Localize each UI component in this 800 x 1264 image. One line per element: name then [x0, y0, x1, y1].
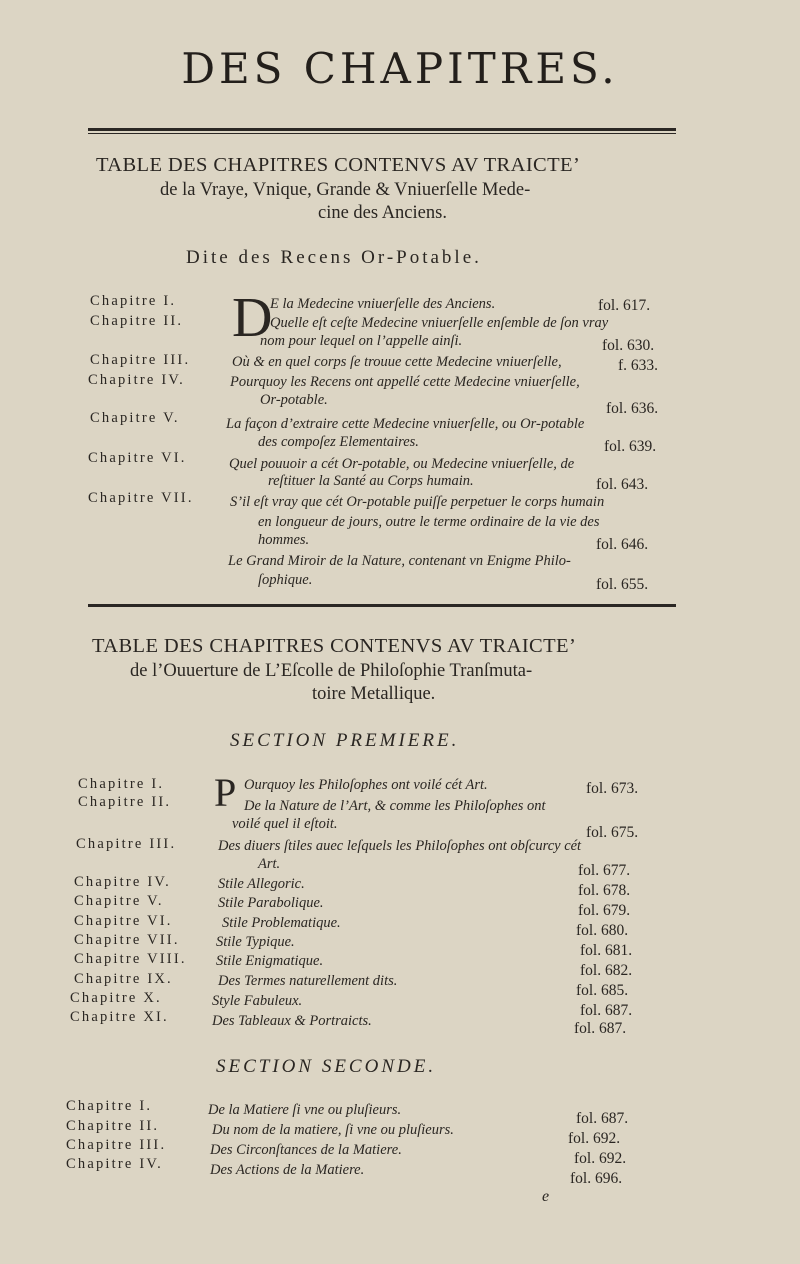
t1-ch2-text1: Quelle eſt ceſte Medecine vniuerſelle enſemble de ſon vray	[270, 315, 609, 331]
t1-ch3-label: Chapitre III.	[90, 352, 191, 368]
t2-s2-ch1-folio: fol. 687.	[576, 1110, 629, 1127]
t2-s1-ch11-label: Chapitre XI.	[70, 1009, 169, 1025]
t2-s2-ch4-text: Des Actions de la Matiere.	[210, 1162, 365, 1178]
t1-ch5-label: Chapitre V.	[90, 410, 180, 426]
t2-s2-ch1-text: De la Matiere ſi vne ou pluſieurs.	[208, 1102, 402, 1118]
table1-subtitle-line1: de la Vraye, Vnique, Grande & Vniuerſelle Mede-	[160, 180, 531, 200]
t2-s1-ch9-text: Des Termes naturellement dits.	[218, 973, 398, 989]
t1-ch7-folio: fol. 646.	[596, 536, 649, 553]
table1-title: TABLE DES CHAPITRES CONTENVS AV TRAICTE’	[96, 154, 581, 176]
t1-ch7-label: Chapitre VII.	[88, 490, 194, 506]
t1-ch2-folio: fol. 630.	[602, 337, 655, 354]
t1-ch6-folio: fol. 643.	[596, 476, 649, 493]
header-rule-thin	[88, 133, 676, 134]
t1-ch6-text1: Quel pouuoir a cét Or-potable, ou Medecine vniuerſelle, de	[229, 456, 575, 472]
t2-s2-ch3-text: Des Circonſtances de la Matiere.	[210, 1142, 402, 1158]
t2-s1-ch8-folio: fol. 682.	[580, 962, 633, 979]
t1-ch3-text: Où & en quel corps ſe trouue cette Medecine vniuerſelle,	[232, 354, 562, 370]
t2-s2-ch4-label: Chapitre IV.	[66, 1156, 164, 1172]
t2-s1-ch6-text: Stile Problematique.	[222, 915, 341, 931]
t2-s1-ch10-label: Chapitre X.	[70, 990, 162, 1006]
t1-ch5-text2: des compoſez Elementaires.	[258, 434, 419, 450]
t2-s1-ch5-label: Chapitre V.	[74, 893, 164, 909]
t1-ch6-label: Chapitre VI.	[88, 450, 187, 466]
t2-s1-ch4-label: Chapitre IV.	[74, 874, 172, 890]
table1-subtitle-line2: cine des Anciens.	[318, 203, 447, 223]
t1-miroir-text2: ſophique.	[258, 572, 313, 588]
table2-title: TABLE DES CHAPITRES CONTENVS AV TRAICTE’	[92, 635, 577, 657]
t2-s1-ch11-text: Des Tableaux & Portraicts.	[212, 1013, 372, 1029]
table2-subtitle-line2: toire Metallique.	[312, 684, 436, 704]
t2-s1-ch4-folio: fol. 678.	[578, 882, 631, 899]
signature-mark: e	[542, 1188, 550, 1205]
dropcap-d: D	[232, 287, 273, 349]
t2-s1-ch5-folio: fol. 679.	[578, 902, 631, 919]
t1-ch5-folio: fol. 639.	[604, 438, 657, 455]
t2-s1-ch1-text: Ourquoy les Philoſophes ont voilé cét Art.	[244, 777, 488, 793]
t2-s1-ch1-label: Chapitre I.	[78, 776, 165, 792]
t2-s1-ch7-text: Stile Typique.	[216, 934, 295, 950]
t2-s1-ch2-folio: fol. 675.	[586, 824, 639, 841]
t2-s1-ch3-text2: Art.	[258, 856, 281, 872]
t2-s2-ch2-folio: fol. 692.	[568, 1130, 621, 1147]
t2-s1-ch5-text: Stile Parabolique.	[218, 895, 324, 911]
t2-s1-ch9-folio: fol. 685.	[576, 982, 629, 999]
running-header: DES CHAPITRES.	[181, 44, 619, 93]
t2-s1-ch7-label: Chapitre VII.	[74, 932, 180, 948]
section-premiere-heading: SECTION PREMIERE.	[230, 730, 460, 751]
t2-s1-ch4-text: Stile Allegoric.	[218, 876, 305, 892]
t1-ch2-label: Chapitre II.	[90, 313, 184, 329]
t2-s1-ch10-text: Style Fabuleux.	[212, 993, 303, 1009]
t1-ch4-label: Chapitre IV.	[88, 372, 186, 388]
t1-miroir-folio: fol. 655.	[596, 576, 649, 593]
t1-ch1-label: Chapitre I.	[90, 293, 177, 309]
section-seconde-heading: SECTION SECONDE.	[216, 1056, 437, 1077]
t1-ch2-text2: nom pour lequel on l’appelle ainſi.	[260, 333, 463, 349]
t2-s2-ch3-folio: fol. 692.	[574, 1150, 627, 1167]
t1-ch4-text2: Or-potable.	[260, 392, 328, 408]
t2-s1-ch6-folio: fol. 680.	[576, 922, 629, 939]
t2-s1-ch2-text1: De la Nature de l’Art, & comme les Philoſophes ont	[244, 798, 546, 814]
t1-ch1-text: E la Medecine vniuerſelle des Anciens.	[270, 296, 496, 312]
dropcap-p: P	[214, 770, 237, 815]
t2-s1-ch11-folio: fol. 687.	[574, 1020, 627, 1037]
t2-s2-ch2-label: Chapitre II.	[66, 1118, 160, 1134]
t1-ch1-folio: fol. 617.	[598, 297, 651, 314]
header-rule	[88, 128, 676, 131]
t2-s1-ch6-label: Chapitre VI.	[74, 913, 173, 929]
t2-s1-ch2-text2: voilé quel il eſtoit.	[232, 816, 338, 832]
t2-s1-ch3-label: Chapitre III.	[76, 836, 177, 852]
t1-ch6-text2: reſtituer la Santé au Corps humain.	[268, 473, 474, 489]
t1-ch3-folio: f. 633.	[618, 357, 659, 374]
t1-ch5-text1: La façon d’extraire cette Medecine vniuerſelle, ou Or-potable	[226, 416, 585, 432]
t1-ch7-text2: en longueur de jours, outre le terme ordinaire de la vie des	[258, 514, 600, 530]
table2-subtitle-line1: de l’Ouuerture de L’Eſcolle de Philoſophie Tranſmuta-	[130, 661, 533, 681]
t1-ch4-text1: Pourquoy les Recens ont appellé cette Medecine vniuerſelle,	[230, 374, 580, 390]
t2-s2-ch3-label: Chapitre III.	[66, 1137, 167, 1153]
t1-ch7-text3: hommes.	[258, 532, 310, 548]
t2-s1-ch2-label: Chapitre II.	[78, 794, 172, 810]
t2-s1-ch3-text1: Des diuers ſtiles auec leſquels les Philoſophes ont obſcurcy cét	[218, 838, 582, 854]
t2-s1-ch1-folio: fol. 673.	[586, 780, 639, 797]
t2-s1-ch10-folio: fol. 687.	[580, 1002, 633, 1019]
table-separator-rule	[88, 604, 676, 607]
t2-s2-ch2-text: Du nom de la matiere, ſi vne ou pluſieurs.	[212, 1122, 454, 1138]
t2-s1-ch3-folio: fol. 677.	[578, 862, 631, 879]
t2-s1-ch7-folio: fol. 681.	[580, 942, 633, 959]
t2-s1-ch8-label: Chapitre VIII.	[74, 951, 187, 967]
t2-s2-ch1-label: Chapitre I.	[66, 1098, 153, 1114]
t2-s2-ch4-folio: fol. 696.	[570, 1170, 623, 1187]
t1-ch7-text1: S’il eſt vray que cét Or-potable puiſſe perpetuer le corps humain	[230, 494, 605, 510]
t1-miroir-text1: Le Grand Miroir de la Nature, contenant vn Enigme Philo-	[228, 553, 571, 569]
table1-dite: Dite des Recens Or-Potable.	[186, 247, 482, 268]
t1-ch4-folio: fol. 636.	[606, 400, 659, 417]
t2-s1-ch9-label: Chapitre IX.	[74, 971, 173, 987]
t2-s1-ch8-text: Stile Enigmatique.	[216, 953, 324, 969]
